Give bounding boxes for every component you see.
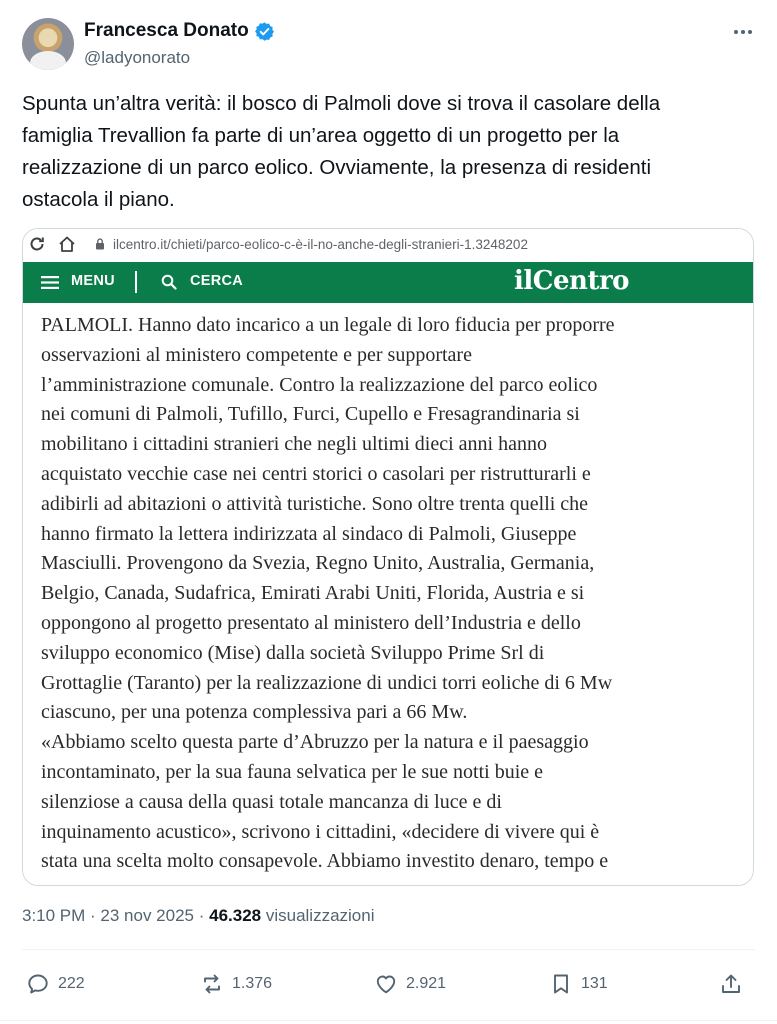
address-bar [93,233,528,255]
tweet-text-line: famiglia Trevallion fa parte di un’area oggetto di un progetto per la [22,124,620,147]
article-line: nei comuni di Palmoli, Tufillo, Furci, Cupello e Fresagrandinaria si [41,403,580,426]
repost-button[interactable] [200,966,272,1002]
author-handle[interactable]: @ladyonorato [84,48,191,67]
article-cut-line [41,867,741,883]
tweet-timestamp[interactable]: 3:10 PM · 23 nov 2025 · [22,906,210,925]
article-line: hanno firmato la lettera indirizzata al sindaco di Palmoli, Giuseppe [41,522,577,545]
tweet-text-line: ostacola il piano. [22,188,175,211]
bookmark-button[interactable] [549,966,608,1002]
repost-icon [200,972,224,996]
attached-image[interactable] [22,228,754,886]
bookmark-icon [549,972,573,996]
author-name[interactable]: Francesca Donato [84,20,249,41]
article-line: osservazioni al ministero competente e per supportare [41,343,472,366]
article-line: «Abbiamo scelto questa parte d’Abruzzo per la natura e il paesaggio [41,731,589,754]
url-text: ilcentro.it/chieti/parco-eolico-c-è-il-no-anche-degli-stranieri-1.3248202 [113,236,528,252]
divider [0,1020,777,1021]
like-button[interactable] [374,966,446,1002]
article-line: acquistato vecchie case nei centri storici o casolari per ristrutturarli e [41,462,591,485]
menu-label: MENU [71,273,115,289]
like-count: 2.921 [406,975,447,992]
article-line: Masciulli. Provengono da Svezia, Regno Unito, Australia, Germania, [41,552,595,575]
author-name-row[interactable] [84,20,275,42]
tweet-meta [22,906,375,926]
article-text [41,311,741,877]
reply-count: 222 [58,975,85,992]
hamburger-menu-icon [41,276,59,289]
more-options-icon[interactable] [731,22,755,42]
article-line: Grottaglie (Taranto) per la realizzazione di undici torri eoliche di 6 Mw [41,671,613,694]
avatar[interactable] [22,18,74,70]
article-line: stata una scelta molto consapevole. Abbiamo investito denaro, tempo e [41,850,609,873]
article-line: ciascuno, per una potenza complessiva pari a 66 Mw. [41,701,468,724]
bookmark-count: 131 [581,975,608,992]
article-line: Belgio, Canada, Sudafrica, Emirati Arabi Uniti, Florida, Austria e si [41,582,585,605]
site-logo: ilCentro [514,266,629,296]
article-line: mobilitano i cittadini stranieri che negli ultimi dieci anni hanno [41,433,547,456]
reload-icon [27,234,47,254]
divider [22,949,755,950]
heart-icon [374,972,398,996]
reply-icon [26,972,50,996]
views-label: visualizzazioni [261,906,375,925]
views-count: 46.328 [209,906,262,925]
verified-badge-icon [254,21,275,42]
share-button[interactable] [719,966,743,1002]
article-line: incontaminato, per la sua fauna selvatica per le sue notti buie e [41,760,544,783]
browser-toolbar [23,229,753,261]
search-icon [161,274,177,290]
article-line: sviluppo economico (Mise) dalla società Sviluppo Prime Srl di [41,641,545,664]
repost-count: 1.376 [232,975,273,992]
article-line: inquinamento acustico», scrivono i cittadini, «decidere di vivere qui è [41,820,600,843]
tweet-text-line: Spunta un’altra verità: il bosco di Palmoli dove si trova il casolare della [22,92,661,115]
site-info-icon [93,237,107,251]
article-line: PALMOLI. Hanno dato incarico a un legale di loro fiducia per proporre [41,314,615,336]
search-label: CERCA [190,273,244,289]
reply-button[interactable] [26,966,85,1002]
article-line: adibirli ad abitazioni o attività turistiche. Sono oltre trenta quelli che [41,492,589,515]
article-line: l’amministrazione comunale. Contro la realizzazione del parco eolico [41,373,598,396]
site-navbar [23,262,753,303]
tweet-header [22,18,755,74]
home-icon [57,234,77,254]
tweet-text-line: realizzazione di un parco eolico. Ovviamente, la presenza di residenti [22,156,652,179]
article-line: oppongono al progetto presentato al ministero dell’Industria e dello [41,611,581,634]
nav-separator [135,271,137,293]
share-icon [719,972,743,996]
action-bar [22,966,755,1002]
article-line: silenziose a causa della quasi totale mancanza di luce e di [41,790,502,813]
tweet-text [22,88,757,216]
